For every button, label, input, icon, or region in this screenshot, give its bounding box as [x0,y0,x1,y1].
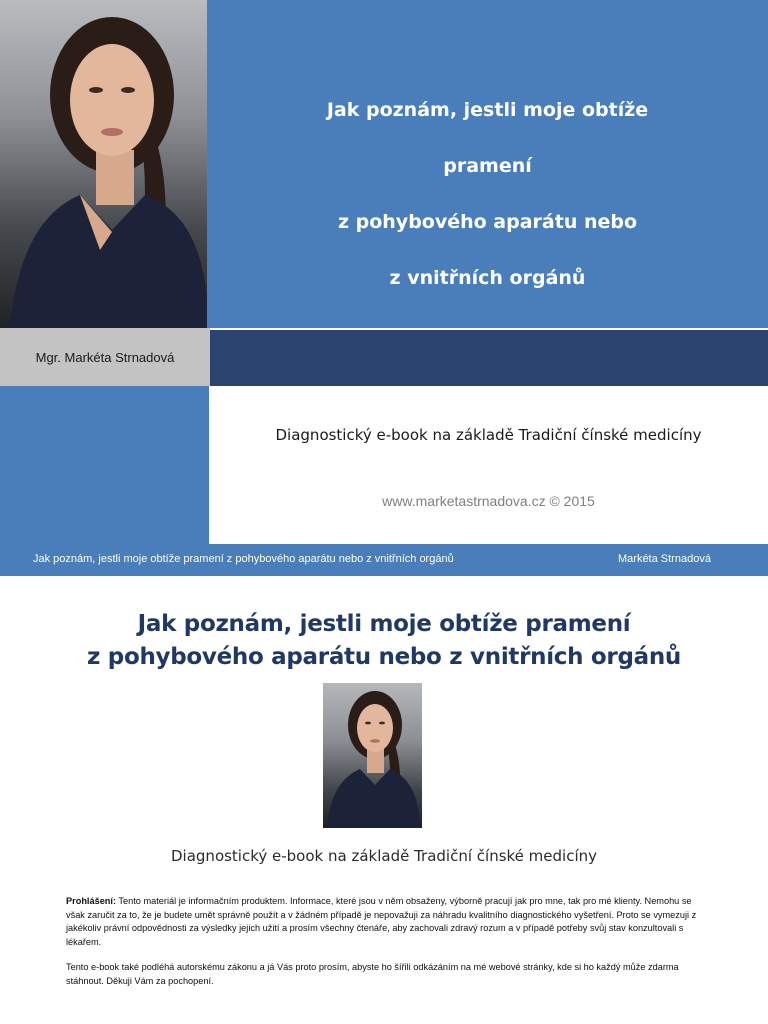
page-subtitle: Diagnostický e-book na základě Tradiční čínské medicíny [171,847,597,865]
disclaimer-paragraph [66,895,706,949]
dark-accent-bar [210,330,768,386]
left-accent-block [0,386,209,544]
cover-title-line-4: z vnitřních orgánů [389,267,586,289]
copyright-paragraph: Tento e-book také podléhá autorskému zákonu a já Vás proto prosím, abyste ho šířili odkázáním na mé webové stránky, kde si ho každý může zdarma stáhnout. Děkuji Vám za pochopení. [66,962,679,986]
portrait-illustration [0,0,207,328]
footer-book-title: Jak poznám, jestli moje obtíže pramení z pohybového aparátu nebo z vnitřních orgánů [33,553,454,565]
author-portrait-photo [0,0,207,328]
disclaimer-label: Prohlášení: [66,896,117,906]
author-name: Mgr. Markéta Strnadová [35,349,175,365]
cover-title-line-3: z pohybového aparátu nebo [337,211,638,233]
cover-title-line-2: pramení [443,155,532,177]
author-small-photo [323,683,422,828]
small-portrait-illustration [323,683,422,828]
page-title-line-2: z pohybového aparátu nebo z vnitřních orgánů [87,644,681,670]
disclaimer-text: Tento materiál je informačním produktem. Informace, které jsou v něm obsaženy, výborně pracují jak pro mne, tak pro mé klienty. Nemohu se však zaručit za to, že je budete umět správně použít a v žádném případě je nepovažuji za náhradu kvalitního diagnostického vyšetření. Proto se vymezuji z jakékoliv právní odpovědnosti za výsledky jejich užití a prosím všechny čtenáře, aby zachovali zdravý rozum a v případě potřeby svůj stav konzultovali s lékařem. [66,896,697,947]
footer-author: Markéta Strnadová [618,553,711,565]
page-title [0,608,768,674]
cover-title-line-1: Jak poznám, jestli moje obtíže [326,99,649,121]
cover-subtitle: Diagnostický e-book na základě Tradiční čínské medicíny [275,426,702,444]
page-title-line-1: Jak poznám, jestli moje obtíže pramení [137,611,631,637]
cover-title [207,82,768,306]
cover-website-link[interactable]: www.marketastrnadova.cz © 2015 [382,493,595,509]
